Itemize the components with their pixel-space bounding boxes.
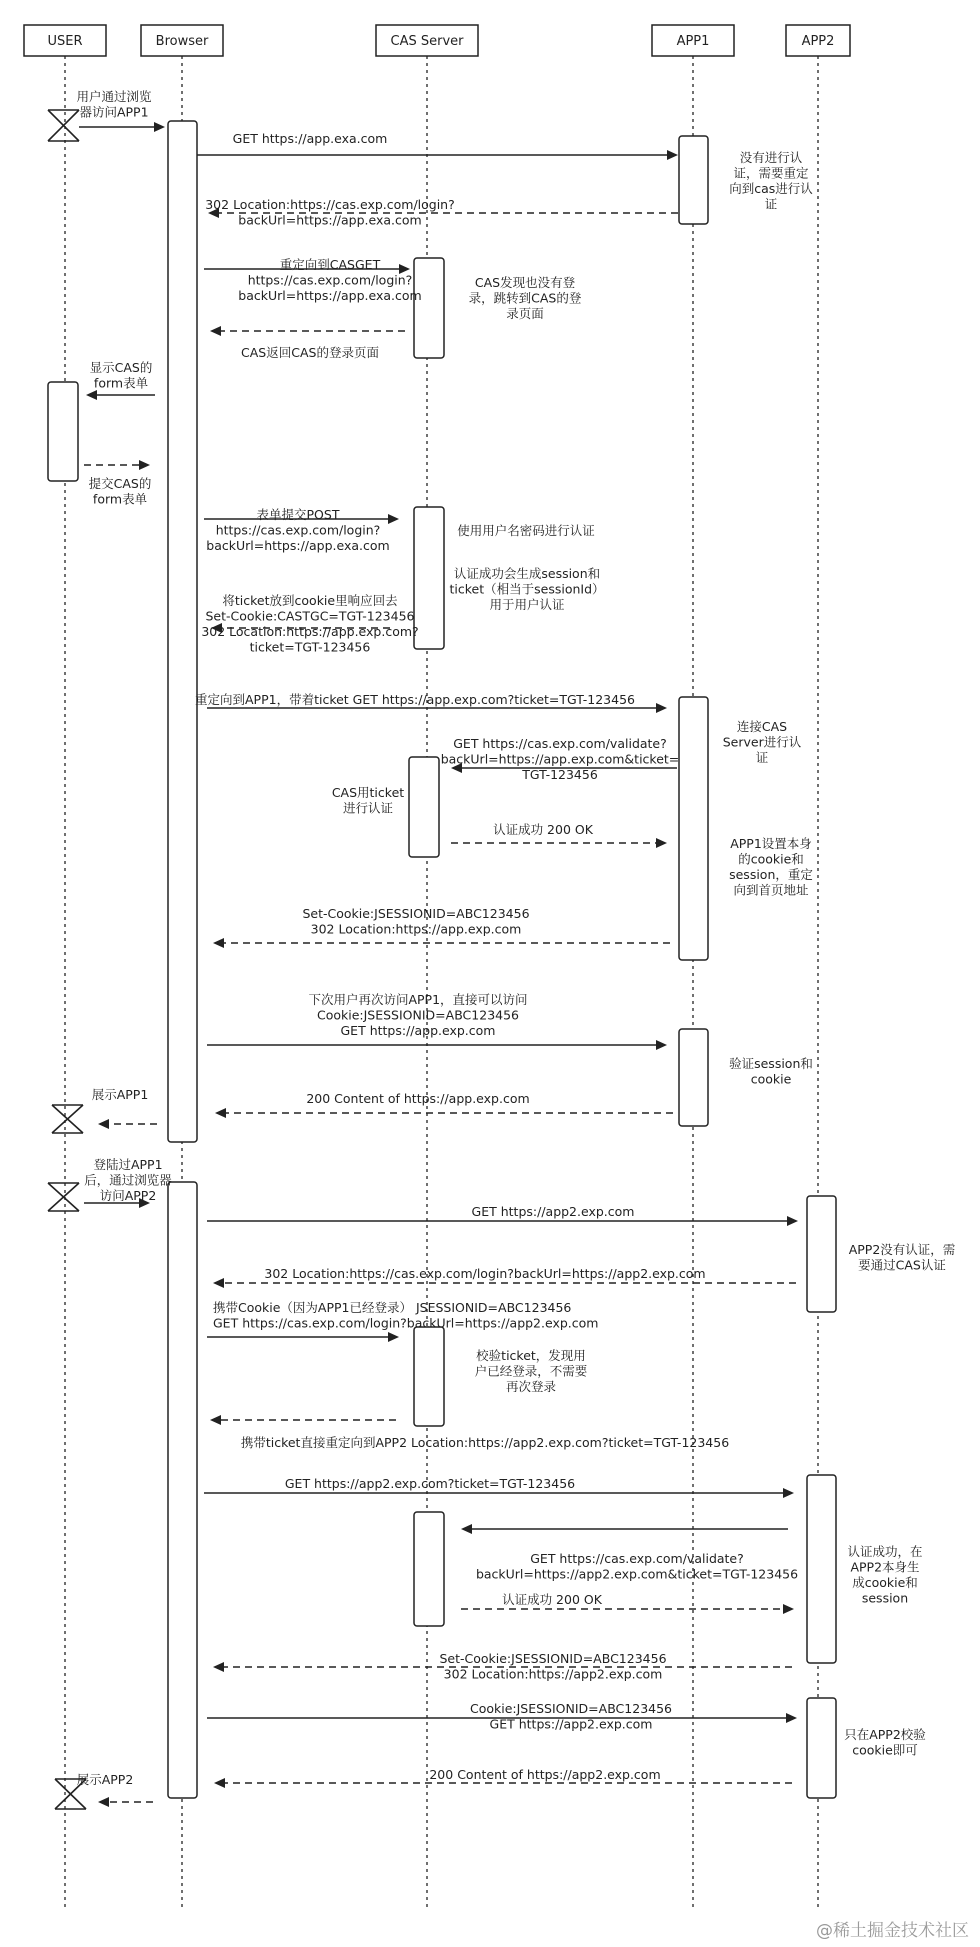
note-text: 只在APP2校验 xyxy=(844,1727,926,1742)
note-text: 验证session和 xyxy=(729,1056,813,1071)
message-label: GET https://app.exa.com xyxy=(232,131,388,146)
activation-browser-2 xyxy=(168,1182,197,1798)
user-start-app2-marker xyxy=(48,1183,79,1211)
note-text: 向到cas进行认 xyxy=(729,181,813,196)
message-16 xyxy=(92,1087,157,1129)
message-label: backUrl=https://app.exa.com xyxy=(238,288,422,303)
message-label: 302 Location:https://app.exp.com? xyxy=(201,624,419,639)
watermark: @稀土掘金技术社区 xyxy=(816,1921,969,1941)
note-text: 证，需要重定 xyxy=(733,165,809,181)
message-13 xyxy=(213,906,670,948)
note-11 xyxy=(847,1544,922,1606)
note-text: APP2本身生 xyxy=(850,1559,920,1575)
arrowhead xyxy=(210,326,221,336)
message-label: 200 Content of https://app2.exp.com xyxy=(429,1767,661,1782)
note-text: 户已经登录，不需要 xyxy=(474,1363,588,1379)
message-24 xyxy=(461,1592,794,1614)
message-label: Set-Cookie:JSESSIONID=ABC123456 xyxy=(302,906,530,921)
activation-cas-4 xyxy=(414,1327,444,1426)
message-label: 展示APP2 xyxy=(76,1772,134,1787)
message-20 xyxy=(207,1300,598,1342)
message-label: 认证成功 200 OK xyxy=(493,822,593,837)
message-label: 表单提交POST xyxy=(256,507,340,522)
arrowhead xyxy=(215,1108,226,1118)
message-label: GET https://app.exp.com xyxy=(340,1023,496,1038)
message-6 xyxy=(86,360,155,400)
note-text: 连接CAS xyxy=(736,719,788,734)
message-label: 用户通过浏览 xyxy=(76,89,152,104)
activation-cas-1 xyxy=(414,258,444,358)
participant-user xyxy=(24,25,106,56)
arrowhead xyxy=(461,1524,472,1534)
note-text: 认证成功，在 xyxy=(847,1544,923,1559)
message-label: https://cas.exp.com/login? xyxy=(247,272,413,288)
message-9 xyxy=(201,593,418,655)
message-23 xyxy=(461,1524,798,1582)
arrowhead xyxy=(388,514,399,524)
message-15 xyxy=(215,1091,673,1118)
arrowhead xyxy=(98,1119,109,1129)
message-label: GET https://app2.exp.com xyxy=(489,1716,653,1732)
participant-browser xyxy=(141,25,223,56)
arrowhead xyxy=(213,938,224,948)
arrowhead xyxy=(787,1216,798,1226)
message-label: 302 Location:https://app.exp.com xyxy=(310,921,522,937)
message-label: 302 Location:https://cas.exp.com/login? xyxy=(205,197,455,212)
arrowhead xyxy=(656,1040,667,1050)
note-text: 再次登录 xyxy=(505,1379,557,1394)
note-text: 使用用户名密码进行认证 xyxy=(457,523,595,538)
note-text: 用于用户认证 xyxy=(489,597,565,612)
message-label: form表单 xyxy=(92,491,148,507)
message-18 xyxy=(207,1204,798,1226)
user-end-app1-marker xyxy=(52,1105,83,1133)
message-label: 重定向到CASGET xyxy=(279,257,381,272)
note-text: CAS发现也没有登 xyxy=(474,275,576,290)
message-5 xyxy=(210,326,405,360)
message-label: backUrl=https://app2.exp.com&ticket=TGT-123456 xyxy=(475,1566,799,1582)
message-label: 登陆过APP1 xyxy=(93,1157,163,1172)
note-text: 校验ticket，发现用 xyxy=(476,1348,586,1363)
note-text: cookie即可 xyxy=(852,1742,918,1758)
message-26 xyxy=(207,1701,797,1732)
message-label: 302 Location:https://app2.exp.com xyxy=(443,1666,663,1682)
message-label: 下次用户再次访问APP1，直接可以访问 xyxy=(308,992,528,1007)
message-label: 200 Content of https://app.exp.com xyxy=(306,1091,530,1106)
arrowhead xyxy=(786,1713,797,1723)
message-22 xyxy=(204,1476,794,1498)
arrowhead xyxy=(214,1778,225,1788)
message-28 xyxy=(77,1772,153,1807)
message-label: 后，通过浏览器 xyxy=(84,1172,172,1188)
note-text: APP1设置本身 xyxy=(730,836,812,851)
note-text: 录，跳转到CAS的登 xyxy=(468,290,582,306)
note-2 xyxy=(469,275,582,321)
message-label: 携带ticket直接重定向到APP2 Location:https://app2.exp.com?ticket=TGT-123456 xyxy=(240,1435,730,1450)
message-label: TGT-123456 xyxy=(522,767,598,782)
message-27 xyxy=(214,1767,792,1788)
participant-label-cas-server: CAS Server xyxy=(390,34,464,49)
arrowhead xyxy=(86,390,97,400)
message-label: 器访问APP1 xyxy=(79,104,149,120)
note-3 xyxy=(457,523,595,538)
activation-user-form xyxy=(48,382,78,481)
message-1 xyxy=(76,89,165,132)
activation-cas-3 xyxy=(409,757,439,857)
note-text: session，重定 xyxy=(729,867,813,882)
participant-app2 xyxy=(786,25,850,56)
message-label: backUrl=https://app.exa.com xyxy=(206,538,390,553)
message-label: 携带Cookie（因为APP1已经登录） JSESSIONID=ABC123456 xyxy=(213,1300,572,1315)
message-label: 302 Location:https://cas.exp.com/login?backUrl=https://app2.exp.com xyxy=(264,1266,706,1281)
participant-label-app1: APP1 xyxy=(676,34,710,49)
arrowhead xyxy=(210,1415,221,1425)
note-10 xyxy=(475,1348,588,1394)
activation-browser-1 xyxy=(168,121,197,1142)
message-label: GET https://cas.exp.com/validate? xyxy=(453,736,667,751)
arrowhead xyxy=(213,1662,224,1672)
note-5 xyxy=(723,719,802,765)
arrowhead xyxy=(388,1332,399,1342)
message-label: Cookie:JSESSIONID=ABC123456 xyxy=(469,1701,673,1716)
message-2 xyxy=(197,131,678,160)
note-text: 成cookie和 xyxy=(852,1575,918,1590)
activation-app1-1 xyxy=(679,136,708,224)
activation-cas-5 xyxy=(414,1512,444,1626)
message-14 xyxy=(207,992,667,1050)
note-text: 认证成功会生成session和 xyxy=(453,566,601,581)
arrowhead xyxy=(783,1604,794,1614)
note-text: CAS用ticket xyxy=(331,785,405,800)
message-label: Set-Cookie:CASTGC=TGT-123456 xyxy=(205,608,415,624)
arrowhead xyxy=(213,1278,224,1288)
activation-app1-3 xyxy=(679,1029,708,1126)
note-8 xyxy=(729,1056,813,1087)
message-3 xyxy=(205,197,678,228)
message-12 xyxy=(451,822,667,848)
message-label: 认证成功 200 OK xyxy=(502,1592,602,1607)
participant-label-app2: APP2 xyxy=(801,34,835,49)
arrowhead xyxy=(154,122,165,132)
note-text: APP2没有认证，需 xyxy=(848,1242,956,1257)
message-label: 展示APP1 xyxy=(91,1087,149,1102)
participant-headers xyxy=(24,25,850,56)
note-text: 向到首页地址 xyxy=(733,882,809,898)
message-label: https://cas.exp.com/login? xyxy=(215,522,381,538)
message-label: 重定向到APP1，带着ticket GET https://app.exp.com?ticket=TGT-123456 xyxy=(195,692,635,707)
note-text: 要通过CAS认证 xyxy=(858,1257,946,1273)
message-label: backUrl=https://app.exa.com xyxy=(238,212,422,228)
message-label: ticket=TGT-123456 xyxy=(249,639,371,655)
participant-label-user: USER xyxy=(47,34,83,49)
note-text: 录页面 xyxy=(506,306,544,321)
arrowhead xyxy=(139,460,150,470)
message-11 xyxy=(441,736,680,782)
message-label: 显示CAS的 xyxy=(89,360,153,375)
arrowhead xyxy=(783,1488,794,1498)
note-text: 的cookie和 xyxy=(738,851,804,867)
participant-cas-server xyxy=(376,25,478,56)
message-label: 将ticket放到cookie里响应回去 xyxy=(222,593,398,608)
activation-app2-2 xyxy=(807,1475,836,1663)
arrowhead xyxy=(98,1797,109,1807)
message-label: Cookie:JSESSIONID=ABC123456 xyxy=(316,1007,520,1023)
note-7 xyxy=(729,836,813,898)
message-17 xyxy=(84,1157,172,1208)
message-label: backUrl=https://app.exp.com&ticket= xyxy=(440,751,680,767)
note-9 xyxy=(849,1242,956,1273)
message-label: 访问APP2 xyxy=(99,1188,157,1203)
note-4 xyxy=(449,566,604,612)
message-label: GET https://app2.exp.com?ticket=TGT-123456 xyxy=(284,1476,576,1491)
message-19 xyxy=(213,1266,796,1288)
note-text: Server进行认 xyxy=(722,734,802,750)
note-1 xyxy=(729,150,813,212)
note-text: session xyxy=(861,1590,909,1606)
note-text: 证 xyxy=(755,750,769,765)
note-12 xyxy=(844,1727,926,1758)
activation-app2-3 xyxy=(807,1698,836,1798)
message-4 xyxy=(204,257,422,303)
arrowhead xyxy=(656,703,667,713)
message-label: Set-Cookie:JSESSIONID=ABC123456 xyxy=(439,1651,667,1666)
message-8 xyxy=(204,507,399,553)
participant-label-browser: Browser xyxy=(155,34,209,49)
user-markers xyxy=(48,110,86,1809)
note-text: cookie xyxy=(750,1071,792,1087)
note-6 xyxy=(332,785,404,816)
message-label: CAS返回CAS的登录页面 xyxy=(241,345,379,360)
message-label: 提交CAS的 xyxy=(88,476,152,491)
user-start-marker xyxy=(48,110,79,141)
message-label: form表单 xyxy=(93,375,149,391)
message-label: GET https://cas.exp.com/login?backUrl=https://app2.exp.com xyxy=(213,1315,599,1331)
message-label: GET https://app2.exp.com xyxy=(471,1204,635,1219)
note-text: 没有进行认 xyxy=(739,150,803,165)
note-text: 进行认证 xyxy=(342,800,394,816)
participant-app1 xyxy=(652,25,734,56)
message-label: GET https://cas.exp.com/validate? xyxy=(530,1551,744,1566)
message-21 xyxy=(210,1415,729,1450)
arrowhead xyxy=(656,838,667,848)
arrowhead xyxy=(667,150,678,160)
activation-app1-2 xyxy=(679,697,708,960)
activation-app2-1 xyxy=(807,1196,836,1312)
message-7 xyxy=(84,460,151,507)
message-25 xyxy=(213,1651,792,1682)
note-text: ticket（相当于sessionId） xyxy=(449,581,605,597)
activations xyxy=(48,121,836,1798)
note-text: 证 xyxy=(764,196,778,212)
message-10 xyxy=(195,692,667,713)
